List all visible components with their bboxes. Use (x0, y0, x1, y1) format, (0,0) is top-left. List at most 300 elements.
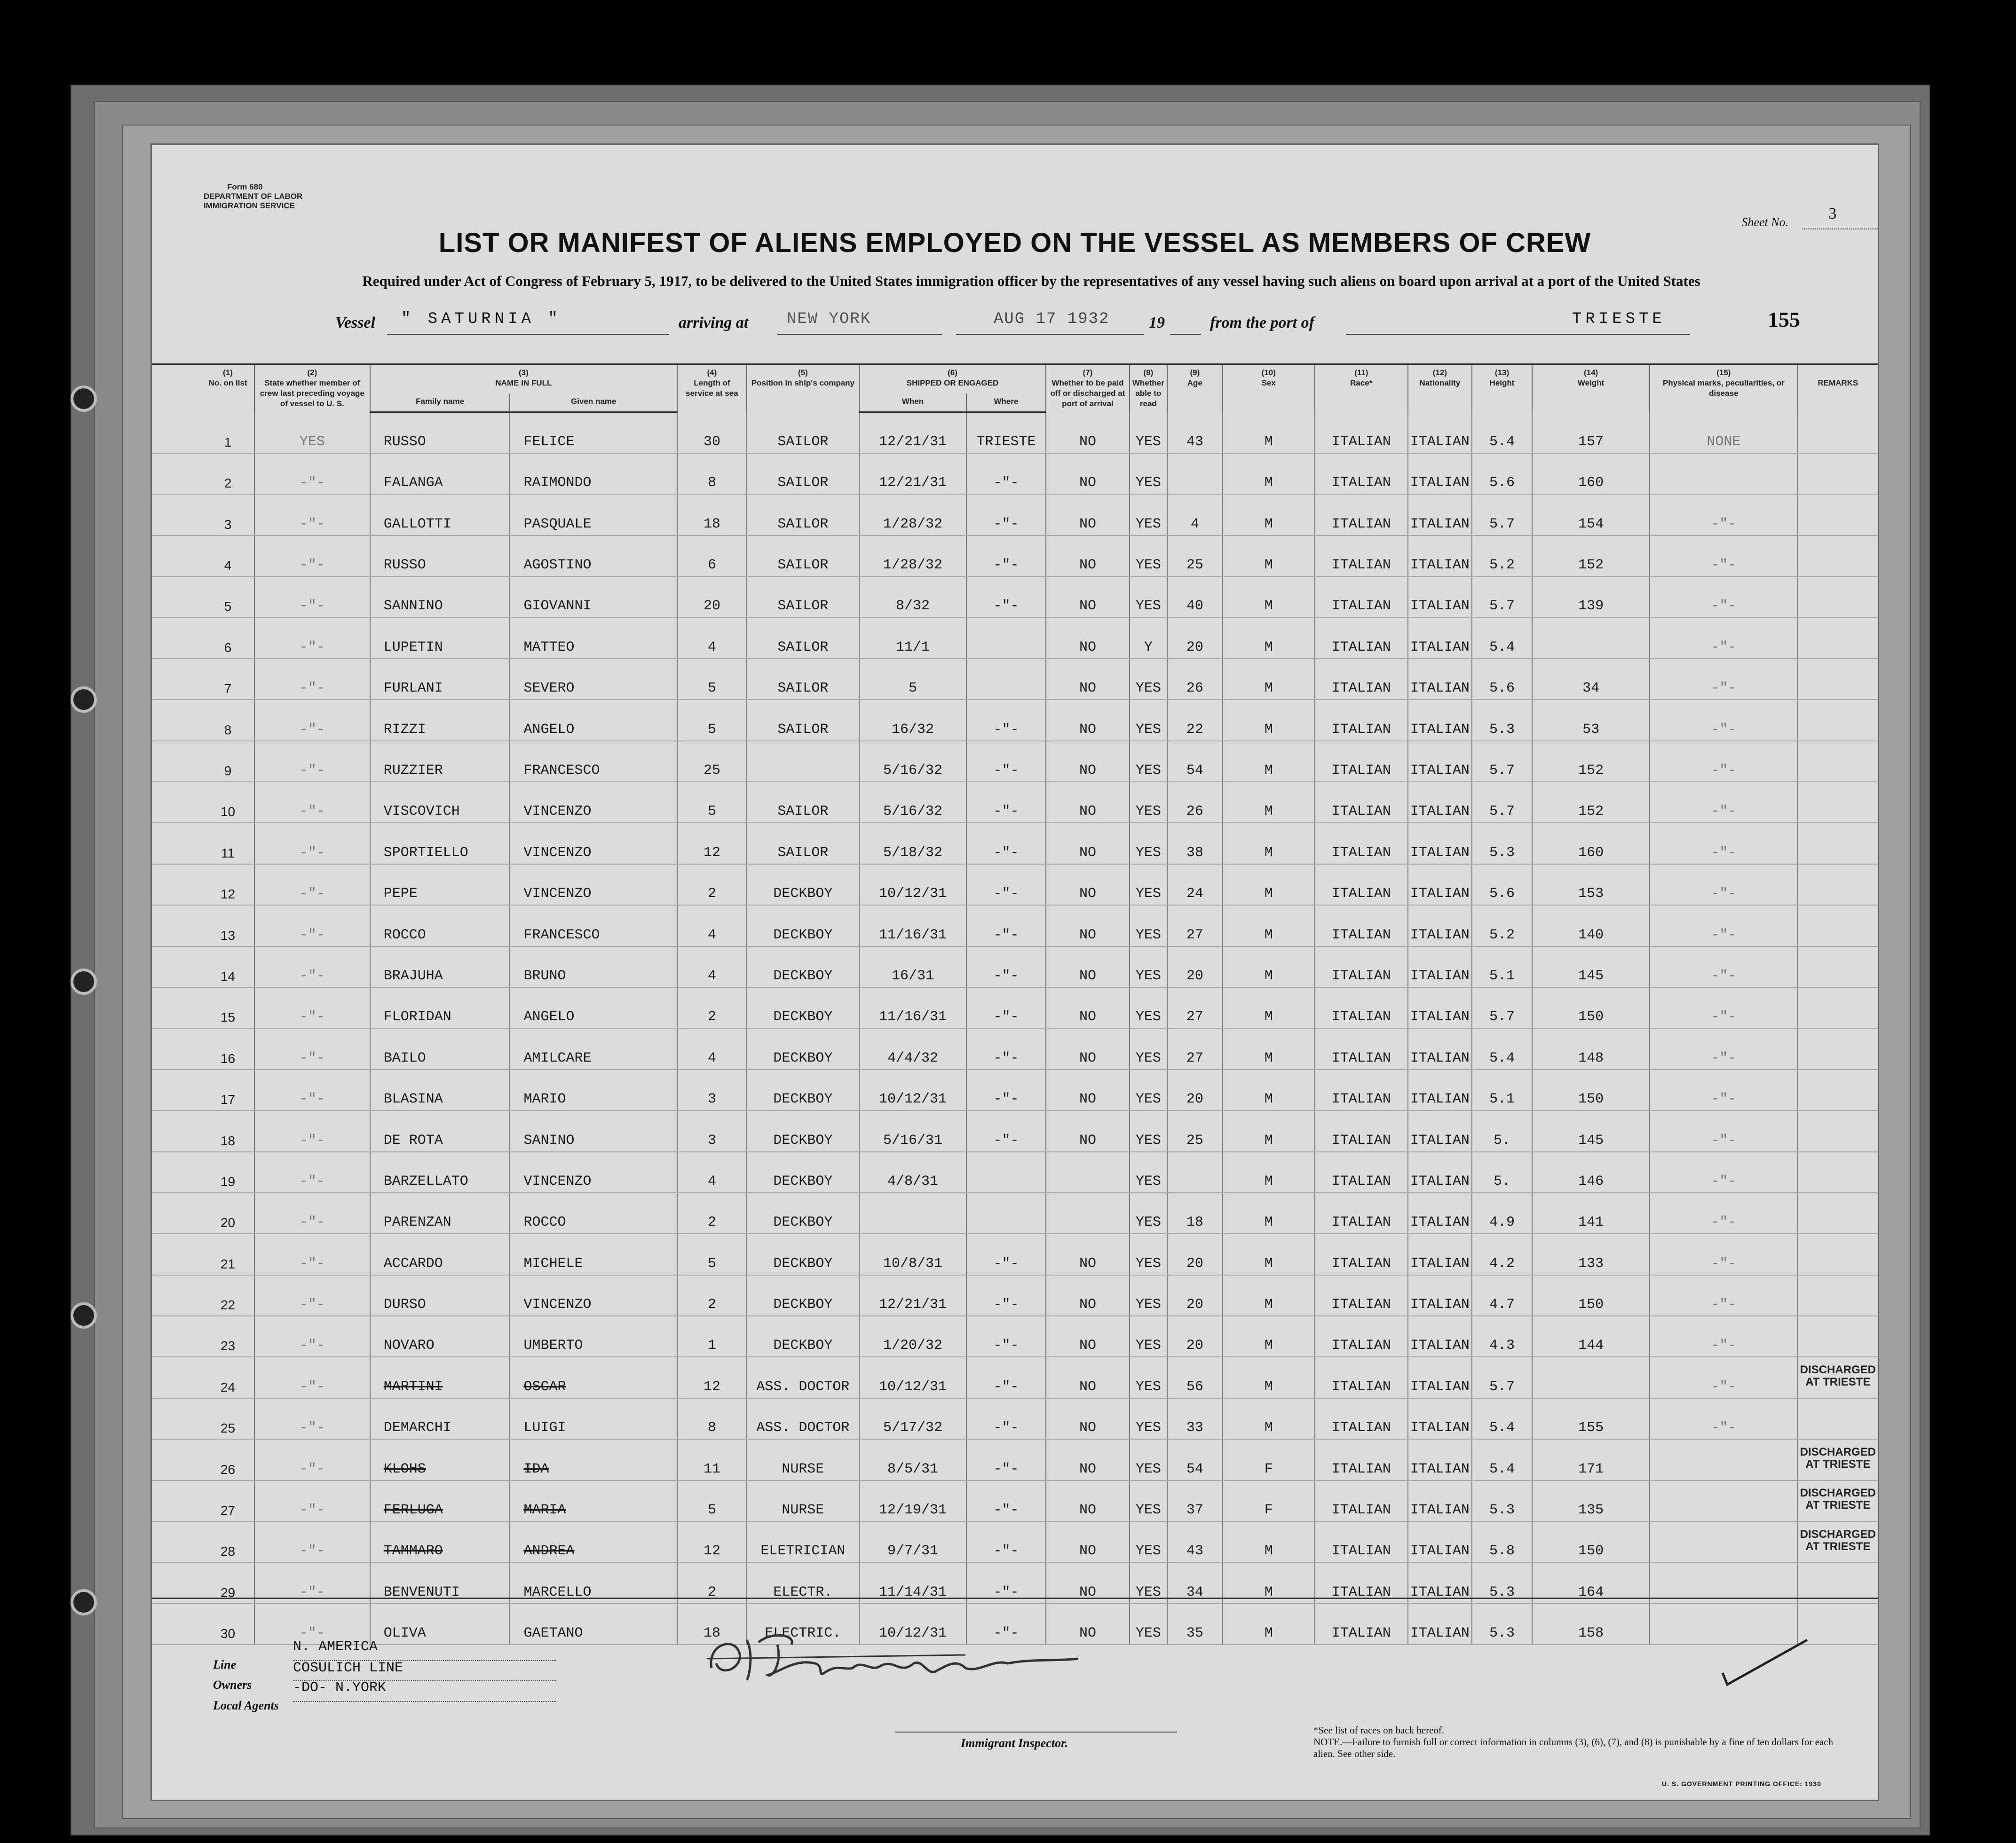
paid-off: NO (1046, 659, 1130, 700)
row-number: 26 (152, 1439, 254, 1480)
sex: M (1223, 823, 1315, 864)
position: DECKBOY (747, 1275, 859, 1316)
age: 25 (1167, 1111, 1223, 1151)
previous-voyage: -"- (254, 700, 370, 740)
row-number: 24 (152, 1357, 254, 1398)
family-name: BAILO (370, 1028, 510, 1069)
height: 5.4 (1472, 617, 1532, 658)
nationality: ITALIAN (1408, 1111, 1472, 1151)
age: 40 (1167, 576, 1223, 617)
race: ITALIAN (1315, 1193, 1408, 1234)
height: 5.4 (1472, 1439, 1532, 1480)
race: ITALIAN (1315, 1111, 1408, 1151)
family-name: BARZELLATO (370, 1152, 510, 1193)
paid-off: NO (1046, 1070, 1130, 1111)
nationality: ITALIAN (1408, 1604, 1472, 1645)
race: ITALIAN (1315, 412, 1408, 453)
weight: 148 (1532, 1028, 1650, 1069)
service-length: 3 (677, 1070, 747, 1111)
service-length: 4 (677, 1028, 747, 1069)
position: ELETRICIAN (747, 1521, 859, 1562)
able-to-read: YES (1130, 494, 1167, 535)
physical-marks: -"- (1650, 946, 1798, 987)
row-number: 11 (152, 823, 254, 864)
shipped-when: 11/16/31 (859, 987, 966, 1028)
physical-marks: -"- (1650, 576, 1798, 617)
previous-voyage: -"- (254, 494, 370, 535)
row-number: 20 (152, 1193, 254, 1234)
nationality: ITALIAN (1408, 1193, 1472, 1234)
able-to-read: YES (1130, 1275, 1167, 1316)
row-number: 7 (152, 659, 254, 700)
remarks: DISCHARGED AT TRIESTE (1798, 1357, 1878, 1398)
paid-off: NO (1046, 1562, 1130, 1603)
nationality: ITALIAN (1408, 1357, 1472, 1398)
position (747, 741, 859, 782)
shipped-where: -"- (966, 864, 1046, 905)
race: ITALIAN (1315, 1481, 1408, 1521)
age: 20 (1167, 1316, 1223, 1357)
height: 5.3 (1472, 1481, 1532, 1521)
weight (1532, 617, 1650, 658)
physical-marks: NONE (1650, 412, 1798, 453)
position: SAILOR (747, 453, 859, 494)
race: ITALIAN (1315, 1439, 1408, 1480)
position: SAILOR (747, 782, 859, 823)
paid-off: NO (1046, 987, 1130, 1028)
shipped-where (966, 659, 1046, 700)
previous-voyage: -"- (254, 1111, 370, 1151)
col-13-header: (13) Height (1472, 364, 1532, 412)
paid-off: NO (1046, 1234, 1130, 1275)
remarks (1798, 536, 1878, 576)
remarks (1798, 1234, 1878, 1275)
given-name: VINCENZO (510, 864, 677, 905)
remarks-header: REMARKS (1798, 364, 1878, 412)
height: 5.1 (1472, 1070, 1532, 1111)
family-name: RUSSO (370, 536, 510, 576)
physical-marks: -"- (1650, 987, 1798, 1028)
weight: 150 (1532, 1275, 1650, 1316)
shipped-when: 8/32 (859, 576, 966, 617)
remarks (1798, 1111, 1878, 1151)
previous-voyage: -"- (254, 617, 370, 658)
shipped-where: -"- (966, 1111, 1046, 1151)
row-number: 1 (152, 412, 254, 453)
given-name: IDA (510, 1439, 677, 1480)
shipped-where: -"- (966, 823, 1046, 864)
table-row (152, 1193, 1878, 1234)
paid-off: NO (1046, 1357, 1130, 1398)
remarks (1798, 1070, 1878, 1111)
position: DECKBOY (747, 1070, 859, 1111)
able-to-read: YES (1130, 1234, 1167, 1275)
shipped-when: 8/5/31 (859, 1439, 966, 1480)
weight: 133 (1532, 1234, 1650, 1275)
nationality: ITALIAN (1408, 576, 1472, 617)
row-number: 2 (152, 453, 254, 494)
vessel-name: " SATURNIA " (401, 310, 561, 328)
service-length: 11 (677, 1439, 747, 1480)
height: 5.8 (1472, 1521, 1532, 1562)
paid-off: NO (1046, 576, 1130, 617)
position: ELECTR. (747, 1562, 859, 1603)
paid-off: NO (1046, 1275, 1130, 1316)
paid-off (1046, 1152, 1130, 1193)
height: 4.3 (1472, 1316, 1532, 1357)
height: 5.3 (1472, 823, 1532, 864)
nationality: ITALIAN (1408, 453, 1472, 494)
age: 20 (1167, 1234, 1223, 1275)
table-row (152, 659, 1878, 700)
shipped-where: -"- (966, 453, 1046, 494)
table-row (152, 412, 1878, 453)
nationality: ITALIAN (1408, 741, 1472, 782)
given-name: GAETANO (510, 1604, 677, 1645)
weight: 154 (1532, 494, 1650, 535)
physical-marks: -"- (1650, 1028, 1798, 1069)
previous-voyage: -"- (254, 536, 370, 576)
position: SAILOR (747, 659, 859, 700)
race: ITALIAN (1315, 1152, 1408, 1193)
sex: M (1223, 453, 1315, 494)
shipped-when: 5/16/32 (859, 741, 966, 782)
sex: M (1223, 1357, 1315, 1398)
sex: M (1223, 536, 1315, 576)
weight (1532, 1357, 1650, 1398)
shipped-when: 10/12/31 (859, 1357, 966, 1398)
shipped-when: 5/16/31 (859, 1111, 966, 1151)
remarks (1798, 946, 1878, 987)
weight: 158 (1532, 1604, 1650, 1645)
previous-voyage: -"- (254, 946, 370, 987)
nationality: ITALIAN (1408, 1234, 1472, 1275)
shipped-where (966, 1193, 1046, 1234)
family-name: OLIVA (370, 1604, 510, 1645)
physical-marks: -"- (1650, 536, 1798, 576)
family-name: PEPE (370, 864, 510, 905)
previous-voyage: -"- (254, 1028, 370, 1069)
shipped-when: 11/1 (859, 617, 966, 658)
shipped-where: -"- (966, 782, 1046, 823)
sheet-number: 3 (1828, 205, 1837, 222)
year-label: 19 (1149, 314, 1165, 331)
position: NURSE (747, 1439, 859, 1480)
service-length: 2 (677, 1562, 747, 1603)
height: 5.7 (1472, 987, 1532, 1028)
able-to-read: YES (1130, 1316, 1167, 1357)
punch-hole (71, 969, 97, 995)
family-name: SANNINO (370, 576, 510, 617)
given-name: FRANCESCO (510, 905, 677, 946)
height: 5.7 (1472, 741, 1532, 782)
paid-off: NO (1046, 453, 1130, 494)
able-to-read: YES (1130, 576, 1167, 617)
previous-voyage: -"- (254, 1521, 370, 1562)
service-length: 8 (677, 453, 747, 494)
position: DECKBOY (747, 1028, 859, 1069)
printer-imprint: U. S. GOVERNMENT PRINTING OFFICE: 1930 (1661, 1780, 1821, 1788)
col-12-header: (12) Nationality (1408, 364, 1472, 412)
agents-value: -DO- N.YORK (293, 1680, 387, 1696)
shipped-where: -"- (966, 1234, 1046, 1275)
sex: M (1223, 1562, 1315, 1603)
race: ITALIAN (1315, 1028, 1408, 1069)
row-number: 23 (152, 1316, 254, 1357)
nationality: ITALIAN (1408, 1521, 1472, 1562)
shipped-when: 10/12/31 (859, 1604, 966, 1645)
shipped-where: -"- (966, 1562, 1046, 1603)
shipped-when: 9/7/31 (859, 1521, 966, 1562)
weight: 135 (1532, 1481, 1650, 1521)
able-to-read: YES (1130, 700, 1167, 740)
able-to-read: YES (1130, 1562, 1167, 1603)
service-length: 5 (677, 1481, 747, 1521)
paid-off: NO (1046, 1481, 1130, 1521)
paid-off: NO (1046, 1398, 1130, 1439)
shipped-when: 5/16/32 (859, 782, 966, 823)
remarks (1798, 1398, 1878, 1439)
row-number: 6 (152, 617, 254, 658)
sex: M (1223, 1193, 1315, 1234)
nationality: ITALIAN (1408, 1439, 1472, 1480)
given-name: VINCENZO (510, 1275, 677, 1316)
shipped-where: -"- (966, 987, 1046, 1028)
given-name: FELICE (510, 412, 677, 453)
race: ITALIAN (1315, 1316, 1408, 1357)
shipped-where: -"- (966, 700, 1046, 740)
previous-voyage: -"- (254, 659, 370, 700)
previous-voyage: -"- (254, 782, 370, 823)
position: DECKBOY (747, 905, 859, 946)
physical-marks: -"- (1650, 700, 1798, 740)
able-to-read: YES (1130, 1357, 1167, 1398)
family-name: MARTINI (370, 1357, 510, 1398)
table-row (152, 782, 1878, 823)
height: 4.9 (1472, 1193, 1532, 1234)
arriving-port: NEW YORK (787, 310, 871, 328)
from-label: from the port of (1210, 314, 1314, 331)
able-to-read: YES (1130, 1152, 1167, 1193)
height: 5.4 (1472, 1398, 1532, 1439)
row-number: 30 (152, 1604, 254, 1645)
sex: M (1223, 1521, 1315, 1562)
when-header: When (859, 394, 966, 412)
row-number: 22 (152, 1275, 254, 1316)
given-name: MARCELLO (510, 1562, 677, 1603)
previous-voyage: -"- (254, 1604, 370, 1645)
height: 4.7 (1472, 1275, 1532, 1316)
able-to-read: YES (1130, 864, 1167, 905)
previous-voyage: -"- (254, 1070, 370, 1111)
sex: M (1223, 782, 1315, 823)
weight: 150 (1532, 1521, 1650, 1562)
height: 5.7 (1472, 782, 1532, 823)
service-length: 20 (677, 576, 747, 617)
service-length: 5 (677, 782, 747, 823)
race: ITALIAN (1315, 1521, 1408, 1562)
form-header (204, 182, 302, 211)
owners-label: Owners (213, 1678, 252, 1692)
remarks (1798, 782, 1878, 823)
service-length: 5 (677, 1234, 747, 1275)
age: 35 (1167, 1604, 1223, 1645)
row-number: 4 (152, 536, 254, 576)
paid-off: NO (1046, 1111, 1130, 1151)
given-name: LUIGI (510, 1398, 677, 1439)
service-length: 4 (677, 617, 747, 658)
row-number: 15 (152, 987, 254, 1028)
weight: 152 (1532, 536, 1650, 576)
races-note: *See list of races on back hereof. (1313, 1725, 1445, 1736)
service-length: 2 (677, 1193, 747, 1234)
family-name: ROCCO (370, 905, 510, 946)
vessel-line (335, 310, 1812, 342)
physical-marks: -"- (1650, 1357, 1798, 1398)
family-name: ACCARDO (370, 1234, 510, 1275)
sex: M (1223, 1070, 1315, 1111)
shipped-when: 12/21/31 (859, 1275, 966, 1316)
family-name: SPORTIELLO (370, 823, 510, 864)
shipped-when: 16/31 (859, 946, 966, 987)
paid-off: NO (1046, 412, 1130, 453)
able-to-read: YES (1130, 741, 1167, 782)
service-length: 4 (677, 1152, 747, 1193)
shipped-where: -"- (966, 536, 1046, 576)
col-3-header: (3) NAME IN FULL (370, 364, 677, 394)
service-length: 12 (677, 823, 747, 864)
page-number: 155 (1768, 307, 1800, 331)
sex: M (1223, 987, 1315, 1028)
family-name: GALLOTTI (370, 494, 510, 535)
given-name: MARIO (510, 1070, 677, 1111)
previous-voyage: -"- (254, 1481, 370, 1521)
family-name: FALANGA (370, 453, 510, 494)
from-port: TRIESTE (1572, 310, 1666, 328)
shipped-where: -"- (966, 741, 1046, 782)
able-to-read: YES (1130, 1028, 1167, 1069)
table-row (152, 700, 1878, 740)
table-row (152, 905, 1878, 946)
service-length: 5 (677, 659, 747, 700)
previous-voyage: -"- (254, 1152, 370, 1193)
previous-voyage: -"- (254, 1316, 370, 1357)
remarks (1798, 1028, 1878, 1069)
age: 4 (1167, 494, 1223, 535)
physical-marks (1650, 1521, 1798, 1562)
sex: M (1223, 1028, 1315, 1069)
sex: M (1223, 905, 1315, 946)
nationality: ITALIAN (1408, 782, 1472, 823)
able-to-read: YES (1130, 1521, 1167, 1562)
remarks (1798, 494, 1878, 535)
given-name: MICHELE (510, 1234, 677, 1275)
nationality: ITALIAN (1408, 1152, 1472, 1193)
paid-off: NO (1046, 617, 1130, 658)
given-name: VINCENZO (510, 782, 677, 823)
table-row (152, 1398, 1878, 1439)
age: 56 (1167, 1357, 1223, 1398)
height: 5.4 (1472, 412, 1532, 453)
nationality: ITALIAN (1408, 1481, 1472, 1521)
sex: M (1223, 1275, 1315, 1316)
row-number: 12 (152, 864, 254, 905)
paid-off: NO (1046, 1604, 1130, 1645)
sex: M (1223, 864, 1315, 905)
age: 24 (1167, 864, 1223, 905)
able-to-read: YES (1130, 782, 1167, 823)
family-name: VISCOVICH (370, 782, 510, 823)
age: 34 (1167, 1562, 1223, 1603)
given-name: VINCENZO (510, 823, 677, 864)
sex: M (1223, 700, 1315, 740)
physical-marks: -"- (1650, 1398, 1798, 1439)
given-name: PASQUALE (510, 494, 677, 535)
row-number: 13 (152, 905, 254, 946)
race: ITALIAN (1315, 1398, 1408, 1439)
nationality: ITALIAN (1408, 700, 1472, 740)
age: 22 (1167, 700, 1223, 740)
punch-hole (71, 686, 97, 713)
age: 54 (1167, 1439, 1223, 1480)
nationality: ITALIAN (1408, 1316, 1472, 1357)
sex: M (1223, 659, 1315, 700)
able-to-read: YES (1130, 1193, 1167, 1234)
weight: 53 (1532, 700, 1650, 740)
col-4-header: (4) Length of service at sea (677, 364, 747, 412)
remarks: DISCHARGED AT TRIESTE (1798, 1521, 1878, 1562)
family-name: BENVENUTI (370, 1562, 510, 1603)
shipped-where: -"- (966, 1481, 1046, 1521)
row-number: 3 (152, 494, 254, 535)
weight: 140 (1532, 905, 1650, 946)
shipped-when: 5/17/32 (859, 1398, 966, 1439)
position: SAILOR (747, 412, 859, 453)
position: SAILOR (747, 700, 859, 740)
given-name: ANGELO (510, 987, 677, 1028)
table-row (152, 1521, 1878, 1562)
shipped-where (966, 617, 1046, 658)
service-length: 30 (677, 412, 747, 453)
position: SAILOR (747, 617, 859, 658)
col-1-header: (1) No. on list (152, 364, 254, 412)
remarks (1798, 1316, 1878, 1357)
previous-voyage: -"- (254, 823, 370, 864)
family-name: DURSO (370, 1275, 510, 1316)
shipped-where: -"- (966, 1521, 1046, 1562)
given-name: ANDREA (510, 1521, 677, 1562)
remarks: DISCHARGED AT TRIESTE (1798, 1439, 1878, 1480)
family-name: RUZZIER (370, 741, 510, 782)
paid-off: NO (1046, 536, 1130, 576)
arriving-label: arriving at (679, 314, 749, 331)
previous-voyage: -"- (254, 1275, 370, 1316)
age: 27 (1167, 1028, 1223, 1069)
physical-marks: -"- (1650, 905, 1798, 946)
form-number: Form 680 (227, 182, 263, 191)
shipped-when: 16/32 (859, 700, 966, 740)
previous-voyage: -"- (254, 741, 370, 782)
table-row (152, 946, 1878, 987)
physical-marks: -"- (1650, 864, 1798, 905)
shipped-where: -"- (966, 946, 1046, 987)
table-row (152, 1316, 1878, 1357)
sex: M (1223, 1111, 1315, 1151)
manifest-page (150, 143, 1879, 1801)
physical-marks (1650, 1439, 1798, 1480)
nationality: ITALIAN (1408, 823, 1472, 864)
row-number: 29 (152, 1562, 254, 1603)
